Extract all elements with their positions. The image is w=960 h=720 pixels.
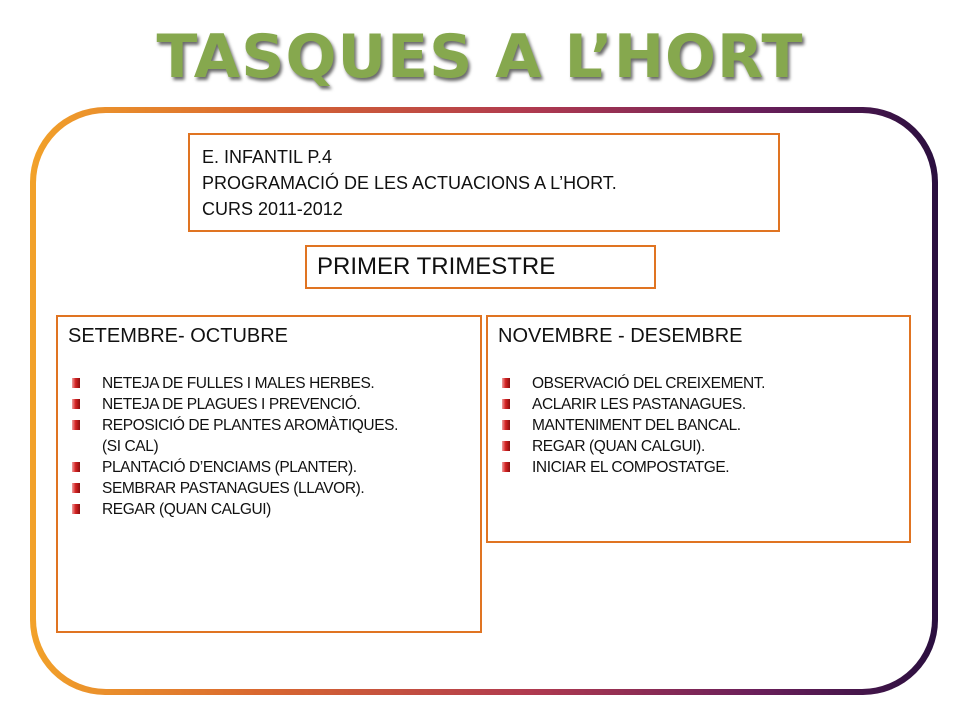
- task-item: MANTENIMENT DEL BANCAL.: [502, 415, 899, 436]
- red-square-bullet-icon: [502, 462, 510, 472]
- red-square-bullet-icon: [502, 420, 510, 430]
- task-item: NETEJA DE PLAGUES I PREVENCIÓ.: [72, 394, 470, 415]
- task-item: REGAR (QUAN CALGUI).: [502, 436, 899, 457]
- red-square-bullet-icon: [502, 441, 510, 451]
- header-course-level: E. INFANTIL P.4: [202, 147, 333, 167]
- trimester-label: PRIMER TRIMESTRE: [317, 253, 556, 280]
- november-december-task-list: [498, 373, 899, 478]
- november-december-box: [486, 315, 911, 543]
- task-item: REPOSICIÓ DE PLANTES AROMÀTIQUES. (SI CAL): [72, 415, 470, 457]
- task-item: REGAR (QUAN CALGUI): [72, 499, 470, 520]
- task-item: INICIAR EL COMPOSTATGE.: [502, 457, 899, 478]
- red-square-bullet-icon: [72, 399, 80, 409]
- september-october-title: SETEMBRE- OCTUBRE: [68, 325, 289, 347]
- trimester-box: [305, 245, 656, 289]
- red-square-bullet-icon: [502, 399, 510, 409]
- red-square-bullet-icon: [72, 504, 80, 514]
- task-item: PLANTACIÓ D’ENCIAMS (PLANTER).: [72, 457, 470, 478]
- slide-title: TASQUES A L’HORT: [156, 22, 804, 92]
- task-item: ACLARIR LES PASTANAGUES.: [502, 394, 899, 415]
- header-program-title: PROGRAMACIÓ DE LES ACTUACIONS A L’HORT.: [202, 173, 617, 193]
- september-october-task-list: [68, 373, 470, 520]
- red-square-bullet-icon: [72, 420, 80, 430]
- november-december-title: NOVEMBRE - DESEMBRE: [498, 325, 743, 347]
- task-item: SEMBRAR PASTANAGUES (LLAVOR).: [72, 478, 470, 499]
- red-square-bullet-icon: [72, 462, 80, 472]
- red-square-bullet-icon: [72, 483, 80, 493]
- september-october-box: [56, 315, 482, 633]
- red-square-bullet-icon: [502, 378, 510, 388]
- header-info-box: [188, 133, 780, 232]
- red-square-bullet-icon: [72, 378, 80, 388]
- task-item: NETEJA DE FULLES I MALES HERBES.: [72, 373, 470, 394]
- task-item: OBSERVACIÓ DEL CREIXEMENT.: [502, 373, 899, 394]
- header-school-year: CURS 2011-2012: [202, 199, 343, 219]
- task-item-continuation: (SI CAL): [102, 438, 159, 455]
